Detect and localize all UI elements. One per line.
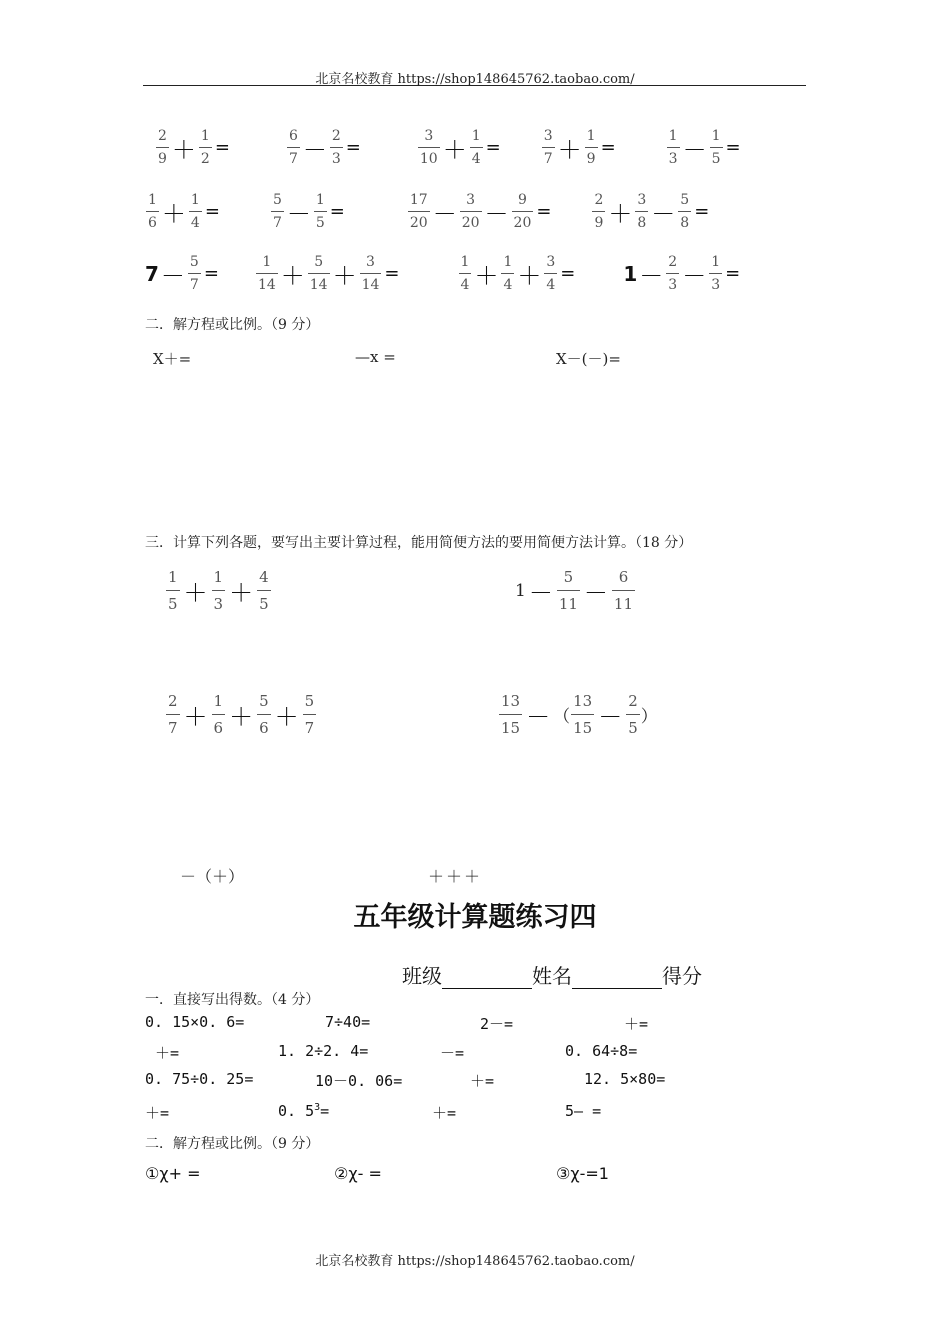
operator: － xyxy=(583,579,608,607)
ws4-equation-2: ②χ- = xyxy=(334,1164,382,1183)
operator: － xyxy=(682,262,707,290)
fraction xyxy=(271,192,284,231)
fraction xyxy=(544,254,557,293)
fraction xyxy=(542,128,555,167)
fraction-expression xyxy=(155,128,230,167)
denominator: 9 xyxy=(585,147,598,167)
denominator: 5 xyxy=(166,590,180,613)
operator: ＋ xyxy=(517,262,542,290)
fraction-row-1 xyxy=(155,128,741,167)
denominator: 8 xyxy=(678,211,691,231)
fraction xyxy=(257,692,271,737)
power-equals: = xyxy=(320,1102,330,1120)
header-rule xyxy=(143,85,806,86)
fraction xyxy=(166,692,180,737)
denominator: 15 xyxy=(571,714,594,737)
denominator: 2 xyxy=(199,147,212,167)
denominator: 7 xyxy=(542,147,555,167)
operator: － xyxy=(432,200,457,228)
numerator: 2 xyxy=(594,192,604,208)
fraction-expression xyxy=(286,128,361,167)
operator: ＋ xyxy=(280,262,305,290)
numerator: 5 xyxy=(272,192,282,208)
numerator: 9 xyxy=(517,192,527,208)
mental-item: ＋= xyxy=(624,1015,649,1033)
numerator: 2 xyxy=(168,692,178,710)
operator: ＋ xyxy=(183,703,208,731)
fraction xyxy=(308,254,330,293)
numerator: 1 xyxy=(315,192,325,208)
fraction xyxy=(212,568,226,613)
numerator: 6 xyxy=(618,568,629,586)
equals-sign: = xyxy=(485,137,501,158)
fraction xyxy=(678,192,691,231)
section2-heading: 二．解方程或比例。（9 分） xyxy=(145,317,320,333)
fraction xyxy=(303,692,317,737)
denominator: 9 xyxy=(592,211,605,231)
fraction xyxy=(635,192,648,231)
fraction-expression xyxy=(623,254,740,293)
equals-sign: = xyxy=(384,263,400,284)
operator: － xyxy=(528,579,553,607)
fraction xyxy=(189,192,202,231)
ws4-equation-1: ①χ+ = xyxy=(145,1164,201,1183)
denominator: 3 xyxy=(212,590,226,613)
mental-item: 2－= xyxy=(480,1015,514,1033)
mental-item-power xyxy=(278,1102,329,1120)
operator: ＋ xyxy=(442,136,467,164)
ws4-section1-heading: 一．直接写出得数。（4 分） xyxy=(145,992,320,1008)
numerator: 1 xyxy=(586,128,596,144)
equals-sign: = xyxy=(600,137,616,158)
numerator: 6 xyxy=(288,128,298,144)
denominator: 7 xyxy=(287,147,300,167)
operator: － xyxy=(526,703,551,731)
numerator: 3 xyxy=(637,192,647,208)
operator: － xyxy=(302,136,327,164)
operator: ＋ xyxy=(171,136,196,164)
numerator: 2 xyxy=(668,254,678,270)
fraction xyxy=(460,192,482,231)
fraction xyxy=(314,192,327,231)
equals-sign: = xyxy=(204,201,220,222)
score-label: 得分 xyxy=(662,964,702,988)
denominator: 7 xyxy=(271,211,284,231)
equals-sign: = xyxy=(725,137,741,158)
operator: ＋ xyxy=(161,200,186,228)
denominator: 4 xyxy=(501,273,514,293)
denominator: 14 xyxy=(360,273,382,293)
numerator: 1 xyxy=(213,568,224,586)
denominator: 9 xyxy=(156,147,169,167)
class-label: 班级 xyxy=(402,964,442,988)
name-blank xyxy=(572,968,662,989)
fraction-expression xyxy=(458,254,576,293)
numerator: 3 xyxy=(424,128,434,144)
operator: － xyxy=(598,703,623,731)
operator: － xyxy=(639,262,664,290)
operator: ＋ xyxy=(608,200,633,228)
problem-1 xyxy=(165,568,272,613)
worksheet-title: 五年级计算题练习四 xyxy=(353,902,597,933)
denominator: 7 xyxy=(188,273,201,293)
fraction-expression xyxy=(255,254,400,293)
numerator: 1 xyxy=(213,692,224,710)
fraction xyxy=(470,128,483,167)
fraction xyxy=(557,568,580,613)
operator: ＋ xyxy=(229,703,254,731)
numerator: 3 xyxy=(366,254,375,270)
denominator: 5 xyxy=(257,590,271,613)
class-blank xyxy=(442,968,532,989)
denominator: 4 xyxy=(544,273,557,293)
fraction xyxy=(156,128,169,167)
numerator: 1 xyxy=(200,128,210,144)
fraction xyxy=(188,254,201,293)
numerator: 1 xyxy=(471,128,481,144)
mental-item: 12. 5×80= xyxy=(584,1070,666,1088)
fraction xyxy=(585,128,598,167)
student-info-line xyxy=(402,960,702,989)
mental-item: －= xyxy=(440,1044,465,1062)
fraction-expression xyxy=(145,254,219,293)
fraction xyxy=(408,192,430,231)
mental-item: 7÷40= xyxy=(325,1013,371,1031)
whole-number: 7 xyxy=(145,261,159,286)
numerator: 5 xyxy=(259,692,269,710)
numerator: 2 xyxy=(628,692,638,710)
fraction xyxy=(360,254,382,293)
numerator: 5 xyxy=(563,568,574,586)
numerator: 3 xyxy=(546,254,556,270)
equals-sign: = xyxy=(725,263,741,284)
fraction xyxy=(199,128,212,167)
fraction xyxy=(256,254,278,293)
equals-sign: = xyxy=(345,137,361,158)
mental-item: ＋= xyxy=(155,1044,180,1062)
operator: ＋ xyxy=(183,579,208,607)
ws4-equation-3: ③χ-=1 xyxy=(556,1164,609,1183)
fraction xyxy=(512,192,534,231)
fraction xyxy=(667,128,680,167)
denominator: 5 xyxy=(710,147,723,167)
mental-item: 0. 15×0. 6= xyxy=(145,1013,245,1031)
denominator: 11 xyxy=(612,590,635,613)
operator: － xyxy=(484,200,509,228)
denominator: 14 xyxy=(308,273,330,293)
fraction xyxy=(257,568,271,613)
mental-item: ＋= xyxy=(470,1072,495,1090)
equals-sign: = xyxy=(694,201,710,222)
numerator: 1 xyxy=(711,128,721,144)
whole-number: 1 xyxy=(515,580,526,601)
operator: ＋ xyxy=(332,262,357,290)
denominator: 3 xyxy=(709,273,722,293)
fraction xyxy=(418,128,440,167)
fraction xyxy=(287,128,300,167)
denominator: 4 xyxy=(459,273,472,293)
fraction-row-3 xyxy=(145,254,740,293)
numerator: 1 xyxy=(168,568,178,586)
numerator: 5 xyxy=(304,692,315,710)
numerator: 17 xyxy=(409,192,428,208)
numerator: 3 xyxy=(543,128,553,144)
fraction xyxy=(666,254,679,293)
fraction-expression xyxy=(145,192,220,231)
fraction xyxy=(592,192,605,231)
equals-sign: = xyxy=(560,263,576,284)
numerator: 1 xyxy=(262,254,272,270)
mental-item: 5— = xyxy=(565,1102,602,1120)
equation-3: X－(－)= xyxy=(556,350,621,368)
denominator: 7 xyxy=(303,714,317,737)
denominator: 8 xyxy=(635,211,648,231)
fraction xyxy=(612,568,635,613)
mental-item: ＋= xyxy=(432,1104,457,1122)
fraction xyxy=(626,692,640,737)
denominator: 5 xyxy=(314,211,327,231)
numerator: 2 xyxy=(158,128,167,144)
denominator: 14 xyxy=(256,273,278,293)
page-footer: 北京名校教育 https://shop148645762.taobao.com/ xyxy=(315,1254,635,1269)
fraction-expression xyxy=(666,128,741,167)
operator: ＋ xyxy=(229,579,254,607)
denominator: 20 xyxy=(512,211,534,231)
problem-2 xyxy=(515,568,636,613)
problem-3 xyxy=(165,692,317,737)
mental-item: ＋= xyxy=(145,1104,170,1122)
equals-sign: = xyxy=(536,201,552,222)
operator: － xyxy=(651,200,676,228)
equals-sign: = xyxy=(214,137,230,158)
denominator: 10 xyxy=(418,147,440,167)
power-base: 0. 5 xyxy=(278,1102,315,1120)
numerator: 1 xyxy=(503,254,513,270)
power-exponent: 3 xyxy=(314,1102,321,1113)
fraction xyxy=(710,128,723,167)
mental-item: 1. 2÷2. 4= xyxy=(278,1042,369,1060)
operator: － xyxy=(682,136,707,164)
numerator: 3 xyxy=(466,192,476,208)
mental-item: 0. 64÷8= xyxy=(565,1042,638,1060)
name-label: 姓名 xyxy=(532,964,572,988)
denominator: 11 xyxy=(557,590,580,613)
fraction xyxy=(571,692,594,737)
denominator: 5 xyxy=(626,714,640,737)
numerator: 5 xyxy=(189,254,199,270)
denominator: 15 xyxy=(499,714,522,737)
leftover-expression-2: ＋＋＋ xyxy=(428,867,483,886)
denominator: 20 xyxy=(408,211,430,231)
operator: ＋ xyxy=(274,703,299,731)
fraction xyxy=(146,192,159,231)
numerator: 4 xyxy=(259,568,269,586)
section3-heading: 三．计算下列各题，要写出主要计算过程，能用简便方法的要用简便方法计算。（18 分） xyxy=(145,535,693,551)
numerator: 13 xyxy=(573,692,593,710)
leftover-expression-1: －（＋） xyxy=(180,867,245,886)
denominator: 6 xyxy=(212,714,226,737)
equals-sign: = xyxy=(329,201,345,222)
equals-sign: = xyxy=(203,263,219,284)
numerator: 1 xyxy=(460,254,470,270)
mental-item: 10－0. 06= xyxy=(315,1072,403,1090)
fraction-expression xyxy=(591,192,709,231)
ws4-section2-heading: 二．解方程或比例。（9 分） xyxy=(145,1136,320,1152)
right-paren: ） xyxy=(640,707,658,727)
problem-4 xyxy=(498,692,658,737)
denominator: 3 xyxy=(330,147,343,167)
fraction-expression xyxy=(407,192,552,231)
fraction xyxy=(709,254,722,293)
mental-item: 0. 75÷0. 25= xyxy=(145,1070,254,1088)
fraction xyxy=(501,254,514,293)
left-paren: （ xyxy=(553,707,571,727)
equation-1: X＋= xyxy=(153,350,192,368)
fraction xyxy=(459,254,472,293)
equation-2: —x = xyxy=(355,348,396,366)
denominator: 3 xyxy=(667,147,680,167)
fraction-expression xyxy=(417,128,501,167)
denominator: 20 xyxy=(460,211,482,231)
fraction xyxy=(212,692,226,737)
page-header: 北京名校教育 https://shop148645762.taobao.com/ xyxy=(315,72,635,87)
numerator: 13 xyxy=(501,692,521,710)
fraction xyxy=(166,568,180,613)
fraction xyxy=(330,128,343,167)
fraction-row-2 xyxy=(145,192,709,231)
denominator: 4 xyxy=(189,211,202,231)
fraction xyxy=(499,692,522,737)
numerator: 2 xyxy=(331,128,341,144)
operator: ＋ xyxy=(557,136,582,164)
denominator: 3 xyxy=(666,273,679,293)
denominator: 7 xyxy=(166,714,180,737)
fraction-expression xyxy=(541,128,616,167)
numerator: 5 xyxy=(680,192,690,208)
whole-number: 1 xyxy=(623,261,638,286)
operator: ＋ xyxy=(474,262,499,290)
fraction-expression xyxy=(270,192,345,231)
denominator: 4 xyxy=(470,147,483,167)
numerator: 1 xyxy=(190,192,200,208)
numerator: 5 xyxy=(314,254,324,270)
operator: － xyxy=(286,200,311,228)
numerator: 1 xyxy=(668,128,678,144)
denominator: 6 xyxy=(257,714,271,737)
operator: － xyxy=(160,262,185,290)
denominator: 6 xyxy=(146,211,159,231)
numerator: 1 xyxy=(148,192,157,208)
numerator: 1 xyxy=(711,254,721,270)
